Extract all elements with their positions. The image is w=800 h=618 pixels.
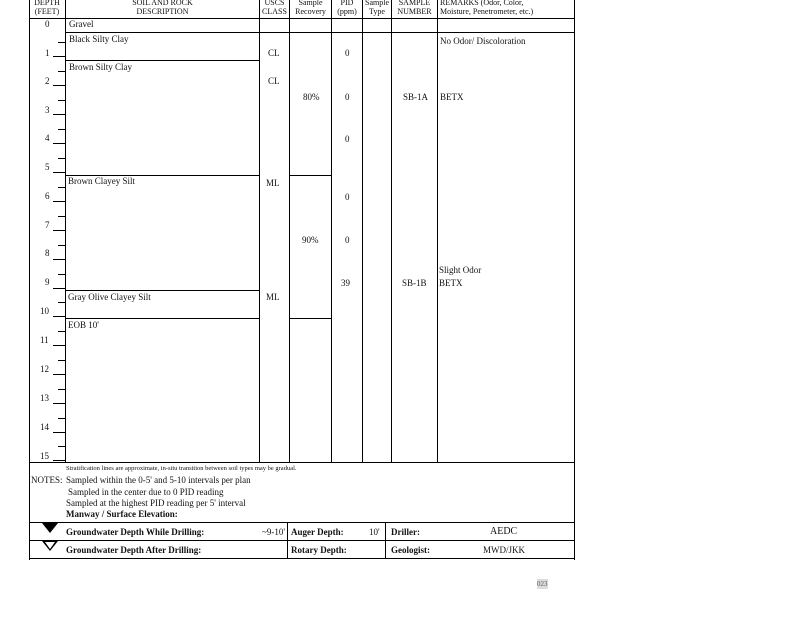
header-uscs: [260, 0, 289, 16]
layer-boundary-2ft: [65, 60, 260, 61]
depth-tick-minor: [58, 100, 65, 101]
layer-description: Black Silty Clay: [69, 34, 129, 44]
header-uscs-line1: USCS: [264, 0, 285, 7]
header-recovery: [290, 0, 331, 16]
gw-after-drilling-label: Groundwater Depth After Drilling:: [66, 545, 202, 555]
header-depth-line1: DEPTH: [34, 0, 60, 7]
depth-tick-minor: [58, 331, 65, 332]
header-remarks: [440, 0, 574, 16]
footer-top-line: [29, 522, 575, 523]
footer-middle-line: [29, 540, 575, 541]
depth-tick-major: [53, 56, 65, 57]
depth-tick-minor: [58, 42, 65, 43]
layer-description: Brown Silty Clay: [69, 62, 133, 72]
depth-tick-major: [53, 432, 65, 433]
uscs-recovery-divider: [289, 0, 290, 462]
remark: BETX: [439, 278, 463, 288]
depth-tick-major: [53, 143, 65, 144]
number-remarks-divider: [437, 0, 438, 462]
header-sample-type-line2: Type: [369, 7, 385, 16]
depth-label: 6: [45, 191, 50, 201]
pid-reading: 39: [341, 278, 350, 288]
uscs-class: CL: [268, 48, 280, 58]
header-description-line2: DESCRIPTION: [136, 7, 189, 16]
type-number-divider: [391, 0, 392, 462]
note-line: Sampled in the center due to 0 PID reading: [68, 487, 224, 497]
depth-tick-minor: [58, 446, 65, 447]
stratification-note: Stratification lines are approximate, in-situ transition between soil types may be gradual.: [66, 465, 297, 472]
pid-reading: 0: [345, 235, 350, 245]
geologist-label: Geologist:: [391, 545, 430, 555]
depth-label: 9: [45, 277, 50, 287]
sample-number: SB-1A: [403, 92, 429, 102]
groundwater-while-drilling-icon: [42, 523, 58, 533]
remark: BETX: [440, 92, 464, 102]
header-description: [66, 0, 259, 16]
depth-tick-major: [53, 460, 65, 461]
header-remarks-line1: REMARKS (Odor, Color,: [440, 0, 524, 7]
depth-tick-major: [53, 85, 65, 86]
header-pid-line1: PID: [340, 0, 354, 7]
geologist-value: MWD/JKK: [483, 545, 525, 555]
pid-reading: 0: [345, 134, 350, 144]
header-depth: [29, 0, 65, 16]
header-sample-number: [392, 0, 437, 16]
depth-tick-major: [53, 230, 65, 231]
depth-label: 7: [45, 220, 50, 230]
frame-left-border: [29, 0, 30, 560]
depth-tick-minor: [58, 360, 65, 361]
header-sample-type: [363, 0, 391, 16]
layer-description: Gray Olive Clayey Silt: [68, 292, 151, 302]
gw-while-drilling-label: Groundwater Depth While Drilling:: [66, 527, 205, 537]
header-description-line1: SOIL AND ROCK: [132, 0, 193, 7]
depth-label: 2: [45, 76, 50, 86]
footer-divider: [385, 522, 386, 558]
groundwater-after-drilling-icon-inner: [45, 542, 55, 549]
gw-while-drilling-value: ~9-10': [262, 527, 285, 537]
header-remarks-line2: Moisture, Penetrometer, etc.): [440, 7, 534, 16]
uscs-class: ML: [266, 178, 280, 188]
depth-label: 0: [45, 19, 50, 29]
footer-bottom-line: [29, 558, 575, 559]
header-uscs-line2: CLASS: [262, 7, 287, 16]
page-code: 023: [537, 580, 548, 588]
depth-label: 4: [45, 133, 50, 143]
depth-tick-major: [53, 114, 65, 115]
footer-divider: [287, 522, 288, 558]
header-bottom-line: [29, 18, 575, 19]
depth-tick-minor: [58, 418, 65, 419]
depth-tick-minor: [58, 389, 65, 390]
depth-tick-minor: [58, 71, 65, 72]
depth-tick-minor: [58, 216, 65, 217]
note-line: Sampled within the 0-5' and 5-10 intervals per plan: [66, 475, 251, 485]
layer-boundary-9-5ft: [65, 290, 260, 291]
notes-label: NOTES:: [31, 475, 63, 485]
layer-description: EOB 10': [68, 320, 99, 330]
depth-label: 10: [40, 306, 49, 316]
recovery-pid-divider: [331, 0, 332, 462]
desc-uscs-divider: [259, 0, 260, 462]
depth-label: 12: [40, 364, 49, 374]
layer-description: Brown Clayey Silt: [68, 176, 135, 186]
note-line: Sampled at the highest PID reading per 5' interval: [66, 498, 246, 508]
depth-tick-major: [53, 201, 65, 202]
frame-right-border: [574, 0, 575, 560]
header-sample-number-line1: SAMPLE: [398, 0, 431, 7]
depth-label: 11: [40, 335, 49, 345]
driller-label: Driller:: [391, 527, 420, 537]
uscs-class: ML: [266, 292, 280, 302]
pid-reading: 0: [345, 92, 350, 102]
remark: No Odor/ Discoloration: [440, 36, 526, 46]
header-recovery-line1: Sample: [298, 0, 323, 7]
depth-tick-major: [53, 374, 65, 375]
auger-depth-label: Auger Depth:: [291, 527, 344, 537]
depth-tick-major: [53, 345, 65, 346]
remark: Slight Odor: [439, 265, 482, 275]
header-sample-type-line1: Sample: [365, 0, 389, 7]
driller-value: AEDC: [490, 526, 518, 537]
depth-label: 1: [45, 48, 50, 58]
depth-label: 5: [45, 162, 50, 172]
sample-recovery: 90%: [302, 235, 319, 245]
header-recovery-line2: Recovery: [295, 7, 326, 16]
depth-tick-minor: [58, 245, 65, 246]
depth-label: 8: [45, 248, 50, 258]
depth-tick-minor: [58, 274, 65, 275]
uscs-class: CL: [268, 76, 280, 86]
sample-recovery: 80%: [303, 92, 320, 102]
depth-tick-minor: [58, 158, 65, 159]
layer-boundary-10ft: [65, 318, 260, 319]
auger-depth-value: 10': [369, 527, 380, 537]
sample-number: SB-1B: [402, 278, 427, 288]
recovery-boundary-10ft: [289, 318, 332, 319]
header-pid-line2: (ppm): [337, 7, 357, 16]
header-depth-line2: (FEET): [34, 7, 60, 16]
header-pid: [332, 0, 362, 16]
depth-desc-divider: [65, 0, 66, 462]
depth-tick-major: [53, 172, 65, 173]
depth-tick-minor: [58, 302, 65, 303]
pid-reading: 0: [345, 192, 350, 202]
manway-elevation-label: Manway / Surface Elevation:: [66, 509, 178, 519]
depth-tick-major: [53, 403, 65, 404]
depth-label: 3: [45, 105, 50, 115]
depth-tick-minor: [58, 187, 65, 188]
depth-label: 13: [40, 393, 49, 403]
depth-tick-major: [53, 288, 65, 289]
grid-bottom-line: [29, 462, 575, 463]
depth-tick-major: [53, 316, 65, 317]
depth-label: 15: [40, 451, 49, 461]
depth-tick-minor: [58, 129, 65, 130]
depth-tick-major: [53, 259, 65, 260]
layer-description: Gravel: [69, 19, 94, 29]
pid-type-divider: [362, 0, 363, 462]
rotary-depth-label: Rotary Depth:: [291, 545, 347, 555]
recovery-boundary-5ft: [289, 175, 332, 176]
pid-reading: 0: [345, 48, 350, 58]
header-sample-number-line2: NUMBER: [397, 7, 432, 16]
depth-label: 14: [40, 422, 49, 432]
gravel-bottom-line: [65, 32, 575, 33]
